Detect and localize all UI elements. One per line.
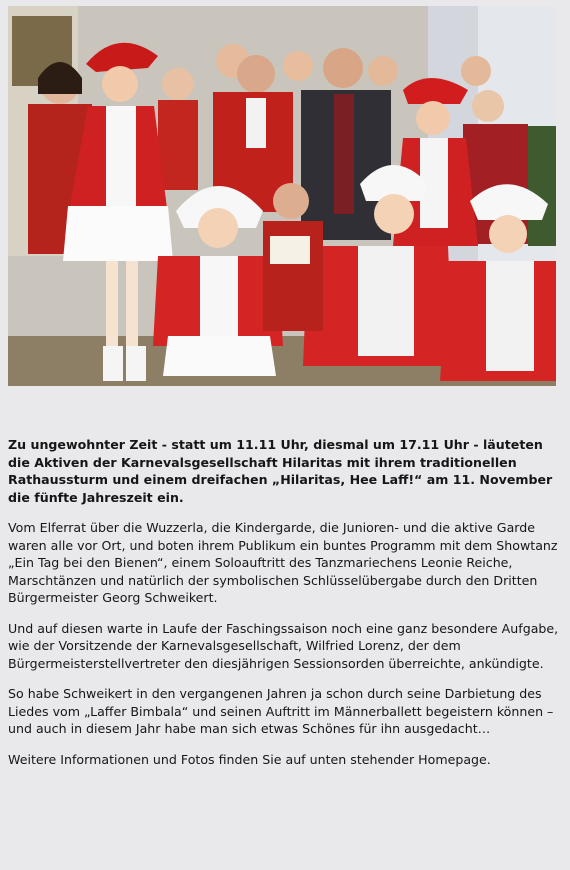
article — [8, 436, 560, 781]
article-paragraph-1: Vom Elferrat über die Wuzzerla, die Kindergarde, die Junioren- und die aktive Garde waren alle vor Ort, und boten ihrem Publikum ein buntes Programm mit dem Showtanz „Ein Tag bei den Bienen“, einem Soloauftritt des Tanzmariechens Leonie Reiche, Marschtänzen und natürlich der symbolischen Schlüsselübergabe durch den Dritten Bürgermeister Georg Schweikert. — [8, 520, 558, 605]
group-photo — [8, 6, 556, 386]
article-paragraph-4: Weitere Informationen und Fotos finden Sie auf unten stehender Homepage. — [8, 751, 491, 767]
group-photo-illustration — [8, 6, 556, 386]
article-paragraph-3: So habe Schweikert in den vergangenen Jahren ja schon durch seine Darbietung des Liedes vom „Laffer Bimbala“ und seinen Auftritt im Männerballett begeistern können – und auch in diesem Jahr habe man sich etwas Schönes für ihn ausgedacht… — [8, 686, 554, 736]
article-lead: Zu ungewohnter Zeit - statt um 11.11 Uhr, diesmal um 17.11 Uhr - läuteten die Aktiven der Karnevalsgesellschaft Hilaritas mit ihrem traditionellen Rathaussturm und einem dreifachen „Hilaritas, Hee Laff!“ am 11. November die fünfte Jahreszeit ein. — [8, 437, 553, 505]
article-paragraph-2: Und auf diesen warte in Laufe der Faschingssaison noch eine ganz besondere Aufgabe, wie der Vorsitzende der Karnevalsgesellschaft, Wilfried Lorenz, der dem Bürgermeisterstellvertreter den diesjährigen Sessionsorden überreichte, ankündigte. — [8, 620, 559, 671]
